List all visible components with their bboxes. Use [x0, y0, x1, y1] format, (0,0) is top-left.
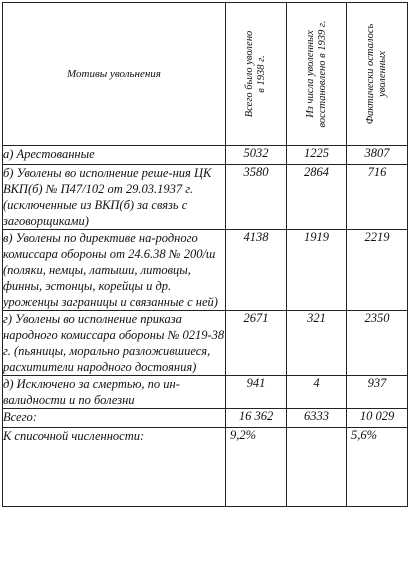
- header-restored-text: Из числа уволенных восстановлено в 1939 г.: [304, 20, 328, 128]
- percent-restored-value: [287, 428, 347, 507]
- table-row: [3, 165, 408, 230]
- header-motives: [3, 3, 226, 146]
- header-restored: [287, 3, 347, 146]
- row-label: д) Исключено за смертью, по ин-валидности и по болезни: [3, 376, 226, 409]
- row-label: в) Уволены по директиве на-родного комиссара обороны от 24.6.38 № 200/ш (поляки, немцы, латыши, литовцы, финны, эстонцы, корейцы и др. уроженцы заграницы и связанные с ней): [3, 230, 226, 311]
- cell-restored: 321: [287, 311, 347, 376]
- total-remaining-value: 10 029: [347, 409, 408, 428]
- dismissals-table: [2, 2, 408, 507]
- header-row: [3, 3, 408, 146]
- cell-remaining: 937: [347, 376, 408, 409]
- cell-total: 2671: [226, 311, 287, 376]
- header-remaining-text: Фактически осталось уволенных: [365, 23, 388, 125]
- table-row: [3, 146, 408, 165]
- percent-remaining-value: 5,6%: [347, 428, 408, 507]
- cell-remaining: 716: [347, 165, 408, 230]
- total-row: [3, 409, 408, 428]
- header-total-dismissed-text: Всего было уволено в 1938 г.: [244, 30, 267, 118]
- total-label: Всего:: [3, 409, 226, 428]
- percent-dismissed-value: 9,2%: [226, 428, 287, 507]
- header-remaining: [347, 3, 408, 146]
- cell-total: 941: [226, 376, 287, 409]
- row-label: а) Арестованные: [3, 146, 226, 165]
- cell-restored: 4: [287, 376, 347, 409]
- cell-remaining: 2219: [347, 230, 408, 311]
- cell-total: 3580: [226, 165, 287, 230]
- cell-restored: 1919: [287, 230, 347, 311]
- table-row: [3, 230, 408, 311]
- percent-label: К списочной численности:: [3, 428, 226, 507]
- row-label: г) Уволены во исполнение приказа народного комиссара обороны № 0219-38 г. (пьяницы, морально разложившиеся, расхитители народного достояния): [3, 312, 225, 374]
- cell-remaining: 2350: [347, 311, 408, 376]
- table-row: [3, 311, 408, 376]
- row-label: б) Уволены во исполнение реше-ния ЦК ВКП(б) № П47/102 от 29.03.1937 г. (исключенные из ВКП(б) за связь с заговорщиками): [3, 165, 226, 230]
- table-row: [3, 376, 408, 409]
- cell-restored: 1225: [287, 146, 347, 165]
- header-total-dismissed: [226, 3, 287, 146]
- total-restored-value: 6333: [287, 409, 347, 428]
- cell-total: 4138: [226, 230, 287, 311]
- percent-row: [3, 428, 408, 507]
- total-dismissed-value: 16 362: [226, 409, 287, 428]
- cell-remaining: 3807: [347, 146, 408, 165]
- header-motives-text: Мотивы увольнения: [67, 68, 161, 80]
- cell-total: 5032: [226, 146, 287, 165]
- cell-restored: 2864: [287, 165, 347, 230]
